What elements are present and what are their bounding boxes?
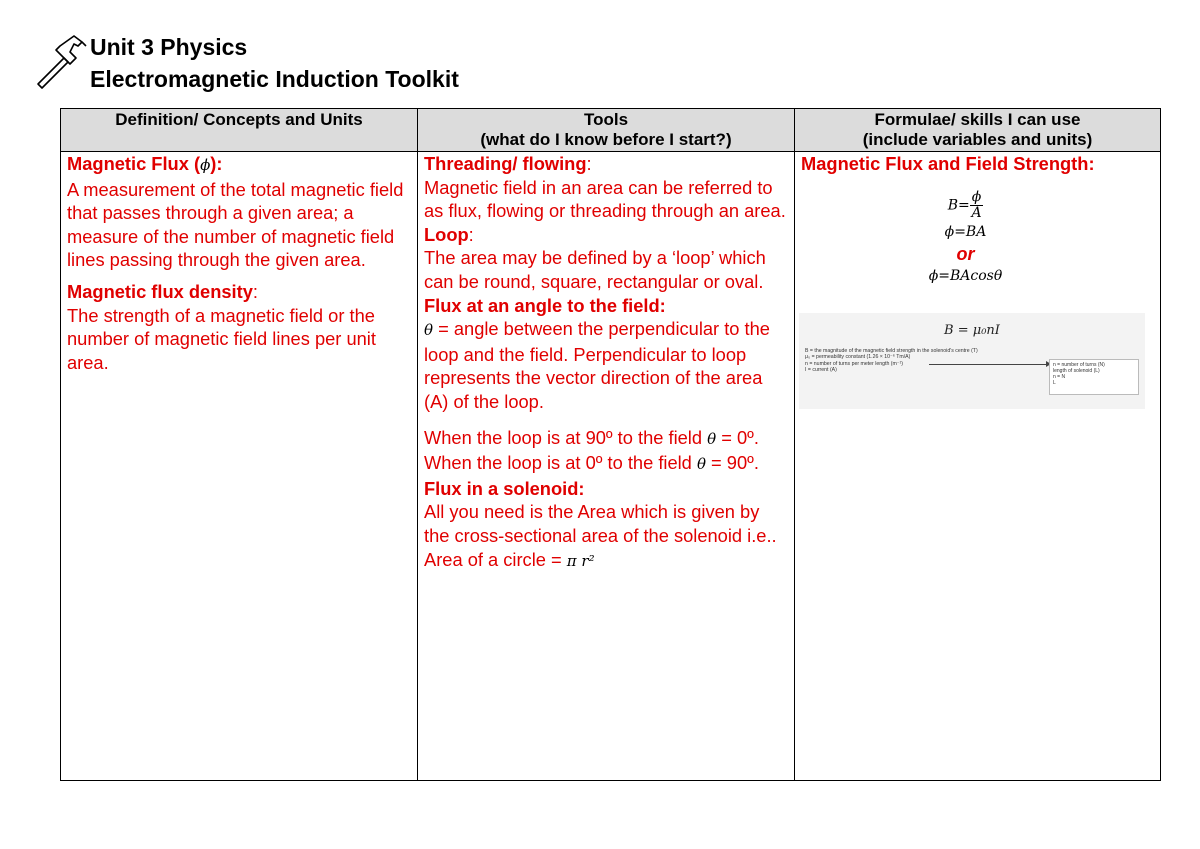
loop-definition: The area may be defined by a ‘loop’ which can be round, square, rectangular or oval. — [424, 247, 766, 292]
formula-phi-equals-ba: ϕ=BA — [944, 223, 987, 240]
formulae-heading: Magnetic Flux and Field Strength: — [801, 153, 1095, 174]
tools-cell — [418, 152, 795, 781]
formulae-cell — [795, 152, 1161, 781]
loop-heading: Loop: — [424, 223, 474, 245]
solenoid-notes: B = the magnitude of the magnetic field strength in the solenoid's centre (T) μ₀ = permeability constant (1.26 × 10⁻⁶ Tm/A) n = number of turns per meter length (m⁻¹) I = current (A) — [805, 347, 978, 374]
arrow-icon — [929, 364, 1047, 365]
flux-heading: Magnetic Flux (ϕ): — [67, 153, 223, 174]
angle-definition: θ = angle between the perpendicular to the loop and the field. Perpendicular to loop represents the vector direction of the area (A) of the loop. — [424, 318, 770, 412]
title-unit: Unit 3 Physics — [90, 34, 248, 60]
formula-phi-cos: ϕ=BAcosθ — [928, 267, 1003, 284]
table-body-row — [61, 152, 1161, 781]
header-definitions: Definition/ Concepts and Units — [61, 109, 418, 152]
angle-heading: Flux at an angle to the field: — [424, 294, 666, 316]
angle-case-0: When the loop is at 0º to the field θ = 90º. — [424, 452, 759, 474]
header-tools: Tools (what do I know before I start?) — [418, 109, 795, 152]
solenoid-heading: Flux in a solenoid: — [424, 477, 585, 499]
solenoid-definition: All you need is the Area which is given by the cross-sectional area of the solenoid i.e.. — [424, 501, 777, 546]
toolkit-table — [60, 108, 1161, 781]
density-definition: The strength of a magnetic field or the number of magnetic field lines per unit area. — [67, 304, 376, 373]
or-label: or — [956, 243, 975, 264]
density-heading: Magnetic flux density: — [67, 280, 258, 302]
flux-formulas — [801, 190, 1130, 287]
formula-b-equals-phi-over-a: B= $\frac{\phi}{A}$ — [947, 188, 982, 221]
threading-definition: Magnetic field in an area can be referred to as flux, flowing or threading through an area. — [424, 176, 786, 222]
solenoid-formula-image — [799, 313, 1145, 409]
header-formulae: Formulae/ skills I can use (include variables and units) — [795, 109, 1161, 152]
title-toolkit: Electromagnetic Induction Toolkit — [90, 66, 459, 92]
circle-area: Area of a circle = π r² — [424, 548, 595, 570]
definitions-cell — [61, 152, 418, 781]
solenoid-turns-box: n = number of turns (N) length of solenoid (L) n = N L — [1049, 359, 1139, 395]
flux-definition: A measurement of the total magnetic field that passes through a given area; a measure of the number of magnetic field lines passing through the given area. — [67, 178, 404, 271]
document-header — [30, 30, 630, 100]
hammer-icon — [30, 30, 92, 92]
solenoid-equation: B = μ₀nI — [944, 322, 1000, 338]
table-header-row — [61, 109, 1161, 152]
threading-heading: Threading/ flowing: — [424, 153, 592, 174]
angle-case-90: When the loop is at 90º to the field θ = 0º. — [424, 426, 759, 448]
